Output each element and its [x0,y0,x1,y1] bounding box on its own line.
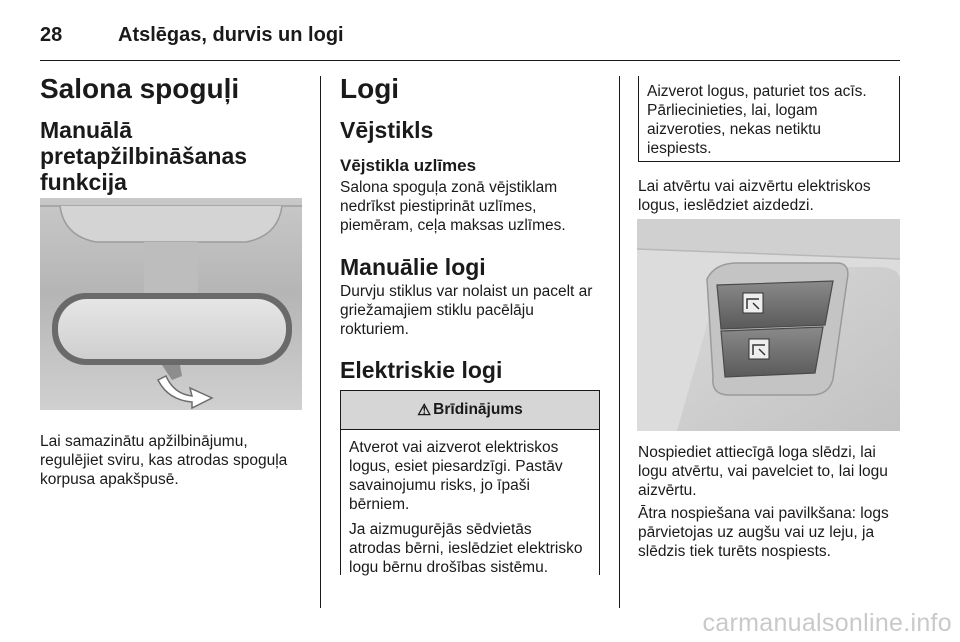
warning-icon: ⚠ [417,401,432,419]
manual-text-3: rokturiem. [340,321,409,338]
warning-line: Ja aizmugurējās sēdvietās [349,521,532,538]
manual-text-2: griežamajiem stiklu pacēlāju [340,302,534,319]
press-text-1: Nospiediet attiecīgā loga slēdzi, lai [638,444,876,461]
page-number: 28 [40,24,63,46]
heading-antiglare-2: pretapžilbināšanas [40,143,248,169]
mirror-caption-2: regulējiet sviru, kas atrodas spoguļa [40,452,288,469]
mirror-caption-3: korpusa apakšpusē. [40,471,179,488]
warning-line: Atverot vai aizverot elektriskos [349,439,559,456]
quick-text-1: Ātra nospiešana vai pavilkšana: logs [638,505,889,522]
warning-line: atrodas bērni, ieslēdziet elektrisko [349,540,583,557]
ignition-text-2: logus, ieslēdziet aizdedzi. [638,197,814,214]
warning-line: logus, esiet piesardzīgi. Pastāv [349,458,563,475]
mirror-illustration [40,198,302,410]
column-divider-2 [619,76,620,608]
warning-box [340,390,600,575]
chapter-title: Atslēgas, durvis un logi [118,24,344,46]
press-text-2: logu atvērtu, vai pavelciet to, lai logu [638,463,888,480]
warning-line: logu bērnu drošības sistēmu. [349,559,549,576]
press-text-3: aizvērtu. [638,482,697,499]
note-line: iespiests. [647,140,712,157]
watermark: carmanualsonline.info [702,609,952,637]
note-line: aizveroties, nekas netiktu [647,121,822,138]
heading-electric-windows: Elektriskie logi [340,357,503,383]
heading-antiglare-3: funkcija [40,169,127,195]
quick-text-2: pārvietojas uz augšu vai uz leju, ja [638,524,875,541]
window-switch-illustration [637,219,900,431]
note-box [638,76,900,162]
quick-text-3: slēdzis tiek turēts nospiests. [638,543,831,560]
note-line: Aizverot logus, paturiet tos acīs. [647,83,867,100]
heading-windows: Logi [340,73,400,104]
page-header [40,14,900,54]
manual-text-1: Durvju stiklus var nolaist un pacelt ar [340,283,593,300]
warning-body [341,430,599,577]
stickers-text-1: Salona spoguļa zonā vējstiklam [340,179,558,196]
header-rule [40,60,900,61]
heading-manual-windows: Manuālie logi [340,254,486,280]
stickers-text-3: piemēram, ceļa maksas uzlīmes. [340,217,566,234]
heading-mirrors: Salona spoguļi [40,73,240,104]
stickers-text-2: nedrīkst piestiprināt uzlīmes, [340,198,537,215]
heading-windscreen: Vējstikls [340,117,434,143]
warning-header [341,391,599,430]
heading-antiglare-1: Manuālā [40,117,133,143]
warning-line: bērniem. [349,496,410,513]
ignition-text-1: Lai atvērtu vai aizvērtu elektriskos [638,178,871,195]
column-divider-1 [320,76,321,608]
heading-stickers: Vējstikla uzlīmes [340,156,477,175]
warning-line: savainojumu risks, jo īpaši [349,477,530,494]
note-line: Pārliecinieties, lai, logam [647,102,818,119]
warning-title: Brīdinājums [433,401,523,418]
mirror-caption-1: Lai samazinātu apžilbinājumu, [40,433,248,450]
